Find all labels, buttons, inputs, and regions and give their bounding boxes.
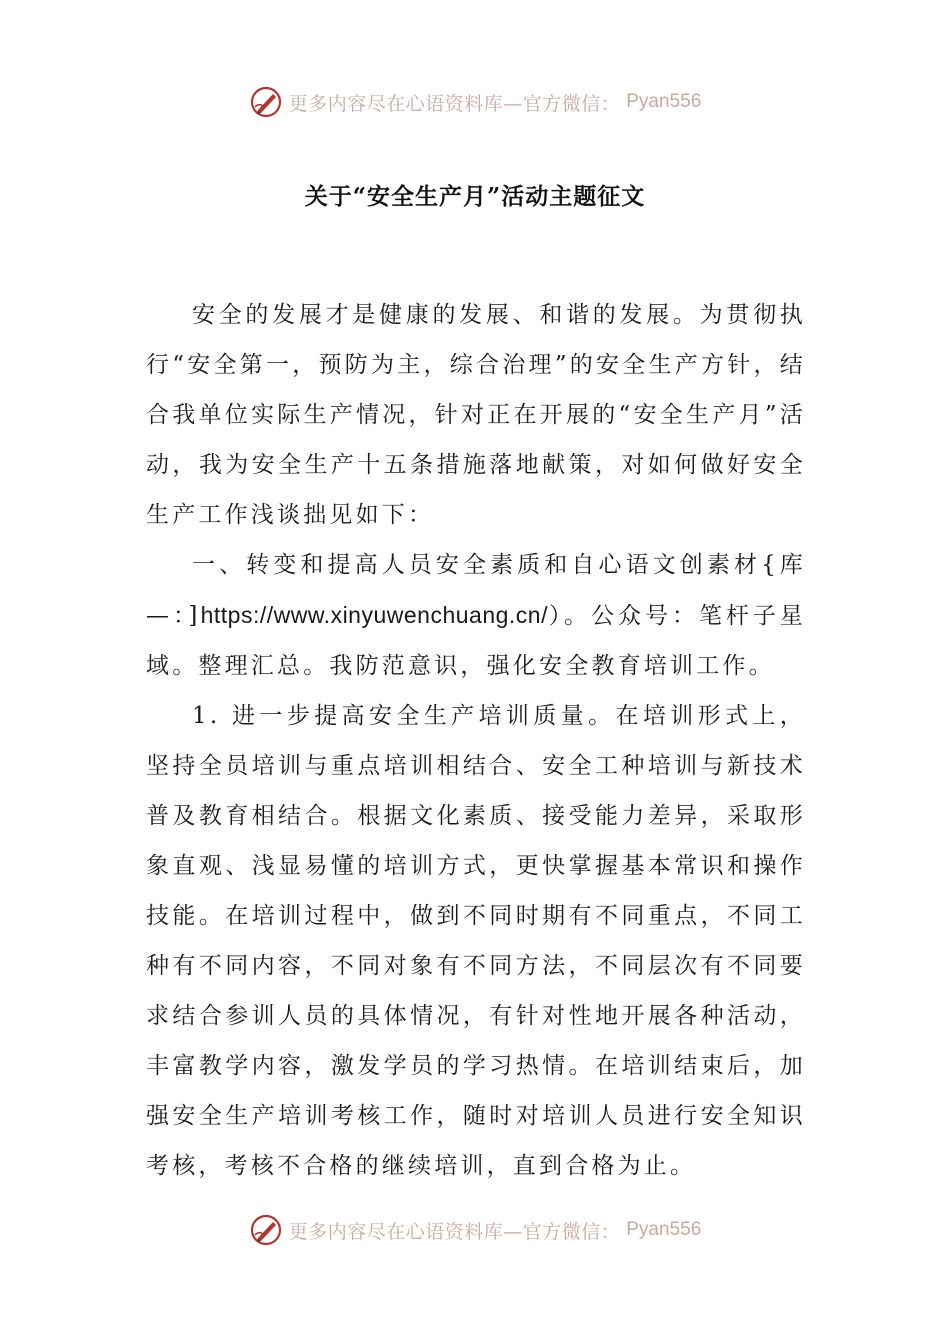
website-link: https://www.xinyuwenchuang.cn/: [200, 602, 548, 628]
watermark-banner-bottom: [0, 1210, 950, 1250]
pen-logo-icon: [249, 1213, 283, 1247]
paragraph-section-one: [146, 540, 806, 691]
watermark-text: 更多内容尽在心语资料库—官方微信：: [288, 92, 621, 115]
paragraph-item-1: 1. 进一步提高安全生产培训质量。在培训形式上，坚持全员培训与重点培训相结合、安全工种培训与新技术普及教育相结合。根据文化素质、接受能力差异，采取形象直观、浅显易懂的培训方式，更快掌握基本常识和操作技能。在培训过程中，做到不同时期有不同重点，不同工种有不同内容，不同对象有不同方法，不同层次有不同要求结合参训人员的具体情况，有针对性地开展各种活动，丰富教学内容，激发学员的学习热情。在培训结束后，加强安全生产培训考核工作，随时对培训人员进行安全知识考核，考核不合格的继续培训，直到合格为止。: [146, 703, 806, 1179]
section-one-text-a: 一、转变和提高人员安全素质和自心语文创素材{库—：]: [146, 552, 806, 629]
pen-logo-icon: [249, 85, 283, 119]
document-body: [146, 290, 806, 1191]
watermark-text: 更多内容尽在心语资料库—官方微信：: [288, 1220, 621, 1243]
paragraph-intro: 安全的发展才是健康的发展、和谐的发展。为贯彻执行“安全第一，预防为主，综合治理”的安全生产方针，结合我单位实际生产情况，针对正在开展的“安全生产月”活动，我为安全生产十五条措施落地献策，对如何做好安全生产工作浅谈拙见如下：: [146, 302, 806, 528]
watermark-wechat-id: Pyan556: [626, 1219, 702, 1240]
document-title: 关于“安全生产月”活动主题征文: [304, 183, 646, 210]
watermark-wechat-id: Pyan556: [626, 91, 702, 112]
section-one-text-b: ）。公众号：笔杆子星域。整理汇总。我防范意识，强化安全教育培训工作。: [146, 603, 806, 679]
watermark-banner-top: [0, 82, 950, 122]
